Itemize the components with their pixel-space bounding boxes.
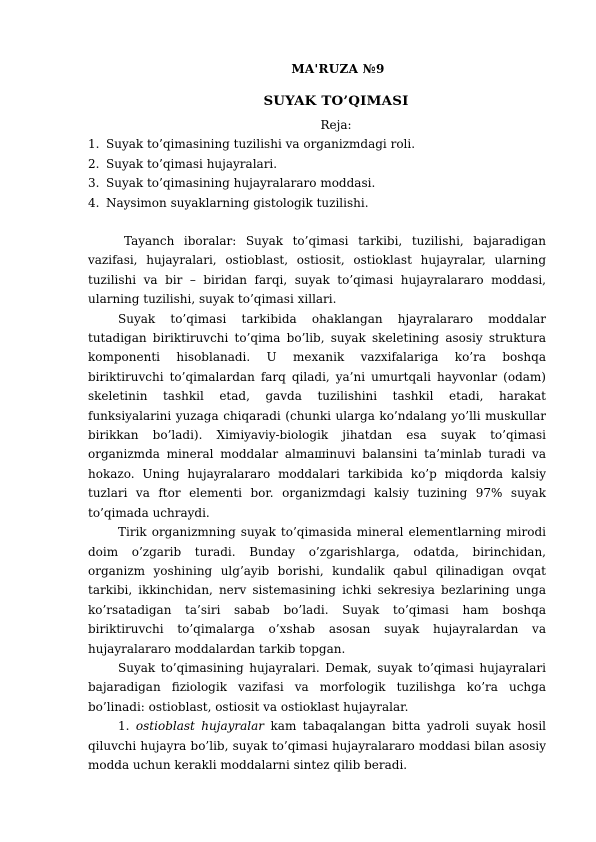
body-text — [88, 232, 546, 775]
plan-item — [88, 155, 415, 175]
osteoblast-description: kam tabaqalangan bitta yadroli suyak hosil qiluvchi hujayra bo’lib, suyak to’qimasi hujayralararo moddasi bilan asosiy modda uchun kerakli moddalarni sintez qilib beradi. — [88, 719, 546, 772]
plan-item-number: 2. — [88, 156, 100, 171]
lecture-title: SUYAK TO’QIMASI — [263, 93, 409, 109]
plan-item — [88, 135, 415, 155]
osteoblast-number: 1. — [118, 719, 130, 734]
plan-item-number: 4. — [88, 195, 100, 210]
plan-item-number: 3. — [88, 176, 100, 191]
plan-item-text: Suyak to’qimasining hujayralararo moddasi. — [106, 176, 376, 191]
plan-item — [88, 194, 415, 214]
plan-list — [88, 135, 415, 213]
lecture-number: MA'RUZA №9 — [291, 62, 385, 76]
plan-item-text: Suyak to’qimasi hujayralari. — [106, 156, 278, 171]
osteoblast-term: ostioblast hujayralar — [135, 719, 265, 734]
plan-item-text: Naysimon suyaklarning gistologik tuzilishi. — [106, 195, 369, 210]
plan-label: Reja: — [320, 118, 352, 132]
plan-item-number: 1. — [88, 137, 100, 151]
paragraph-key-terms: Tayanch iboralar: Suyak to’qimasi tarkibi, tuzilishi, bajaradigan vazifasi, hujayralari, ostioblast, ostiosit, ostioklast hujayralar, ularning tuzilishi va bir – biridan farqi, suyak to’qimasi hujayralararo moddasi, ularning tuzilishi, suyak to’qimasi xillari. — [88, 234, 546, 307]
paragraph-cells: Suyak to’qimasining hujayralari. Demak, suyak to’qimasi hujayralari bajaradigan fiziologik vazifasi va morfologik tuzilishga ko’ra uchga bo’linadi: ostioblast, ostiosit va ostioklast hujayralar. — [88, 660, 546, 714]
plan-item — [88, 174, 415, 194]
paragraph-minerals: Tirik organizmning suyak to’qimasida mineral elementlarning mirodi doim o’zgarib turadi. Bunday o’zgarishlarga, odatda, birinchidan, organizm yoshining ulg’ayib borishi, kundalik qabul qilinadigan ovqat tarkibi, ikkinchidan, nerv sistemasining ichki sekresiya bezlarining unga ko’rsatadigan ta’siri sabab bo’ladi. Suyak to’qimasi ham boshqa biriktiruvchi to’qimalarga o’xshab asosan suyak hujayralardan va hujayralararo moddalardan tarkib topgan. — [88, 525, 546, 656]
paragraph-intro: Suyak to’qimasi tarkibida ohaklangan hjayralararo moddalar tutadigan biriktiruvchi to’qima bo’lib, suyak skeletining asosiy struktura komponenti hisoblanadi. U mexanik vazxifalariga ko’ra boshqa biriktiruvchi to’qimalardan farq qiladi, ya’ni umurtqali hayvonlar (odam) skeletinin tashkil etad, gavda tuzilishini tashkil etadi, harakat funksiyalarini yuzaga chiqaradi (chunki ularga ko’ndalang yo’lli muskullar birikkan bo’ladi). Ximiyaviy-biologik jihatdan esa suyak to’qimasi organizmda mineral moddalar almaшinuvi balansini ta’minlab turadi va hokazo. Uning hujayralararo moddalari tarkibida ko’p miqdorda kalsiy tuzlari va ftor elementi bor. organizmdagi kalsiy tuzining 97% suyak to’qimada uchraydi. — [88, 311, 546, 520]
paragraph-osteoblast — [88, 717, 546, 775]
plan-item-text: Suyak to’qimasining tuzilishi va organizmdagi roli. — [106, 137, 416, 151]
